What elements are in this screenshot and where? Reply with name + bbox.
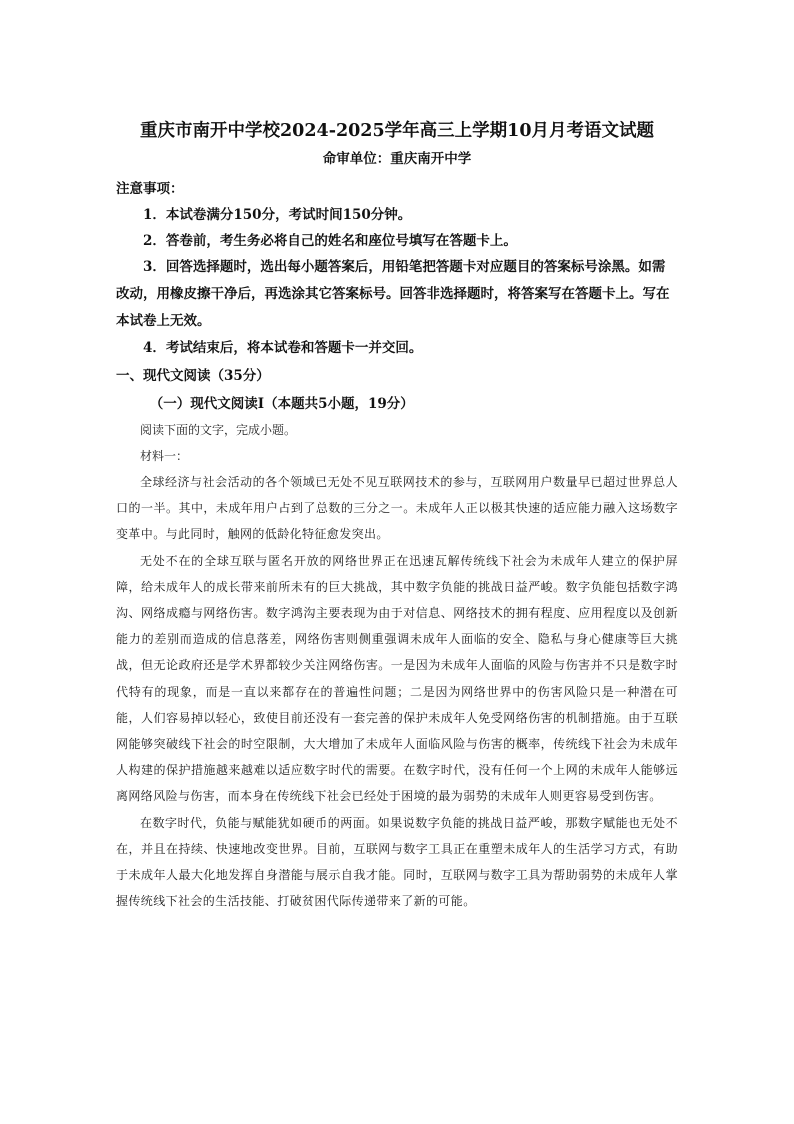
material-label: 材料一： (140, 449, 189, 463)
passage-paragraph-2: 无处不在的全球互联与匿名开放的网络世界正在迅速瓦解传统线下社会为未成年人建立的保护屏障，给未成年人的成长带来前所未有的巨大挑战，其中数字负能的挑战日益严峻。数字负能包括数字鸿沟、网络成瘾与网络伤害。数字鸿沟主要表现为由于对信息、网络技术的拥有程度、应用程度以及创新能力的差别而造成的信息落差，网络伤害则侧重强调未成年人面临的安全、隐私与身心健康等巨大挑战，但无论政府还是学术界都较少关注网络伤害。一是因为未成年人面临的风险与伤害并不只是数字时代特有的现象，而是一直以来都存在的普遍性问题；二是因为网络世界中的伤害风险只是一种潜在可能，人们容易掉以轻心，致使目前还没有一套完善的保护未成年人免受网络伤害的机制措施。由于互联网能够突破线下社会的时空限制，大大增加了未成年人面临风险与伤害的概率，传统线下社会为未成年人构建的保护措施越来越难以适应数字时代的需要。在数字时代，没有任何一个上网的未成年人能够远离网络风险与伤害，而本身在传统线下社会已经处于困境的最为弱势的未成年人则更容易受到伤害。 (116, 553, 678, 804)
subsection-heading: （一）现代文阅读Ⅰ（本题共5小题，19分） (149, 396, 414, 412)
exam-subtitle: 命审单位：重庆南开中学 (322, 151, 472, 167)
notes-heading: 注意事项： (116, 181, 184, 197)
reading-instruction: 阅读下面的文字，完成小题。 (140, 423, 297, 437)
section-heading: 一、现代文阅读（35分） (116, 368, 270, 384)
exam-title: 重庆市南开中学校2024-2025学年高三上学期10月月考语文试题 (139, 121, 655, 141)
note-item-3: 3．回答选择题时，选出每小题答案后，用铅笔把答题卡对应题目的答案标号涂黑。如需改动，用橡皮擦干净后，再选涂其它答案标号。回答非选择题时，将答案写在答题卡上。写在本试卷上无效。 (116, 259, 670, 329)
note-item-1: 1．本试卷满分150分，考试时间150分钟。 (143, 207, 412, 223)
passage-paragraph-3: 在数字时代，负能与赋能犹如硬币的两面。如果说数字负能的挑战日益严峻，那数字赋能也无处不在，并且在持续、快速地改变世界。目前，互联网与数字工具正在重塑未成年人的生活学习方式，有助于未成年人最大化地发挥自身潜能与展示自我才能。同时，互联网与数字工具为帮助弱势的未成年人掌握传统线下社会的生活技能、打破贫困代际传递带来了新的可能。 (116, 815, 678, 909)
note-item-2: 2．答卷前，考生务必将自己的姓名和座位号填写在答题卡上。 (143, 233, 517, 249)
note-item-4: 4．考试结束后，将本试卷和答题卡一并交回。 (143, 340, 423, 356)
passage-paragraph-1: 全球经济与社会活动的各个领域已无处不见互联网技术的参与，互联网用户数量早已超过世界总人口的一半。其中，未成年用户占到了总数的三分之一。未成年人正以极其快速的适应能力融入这场数字变革中。与此同时，触网的低龄化特征愈发突出。 (116, 475, 678, 542)
